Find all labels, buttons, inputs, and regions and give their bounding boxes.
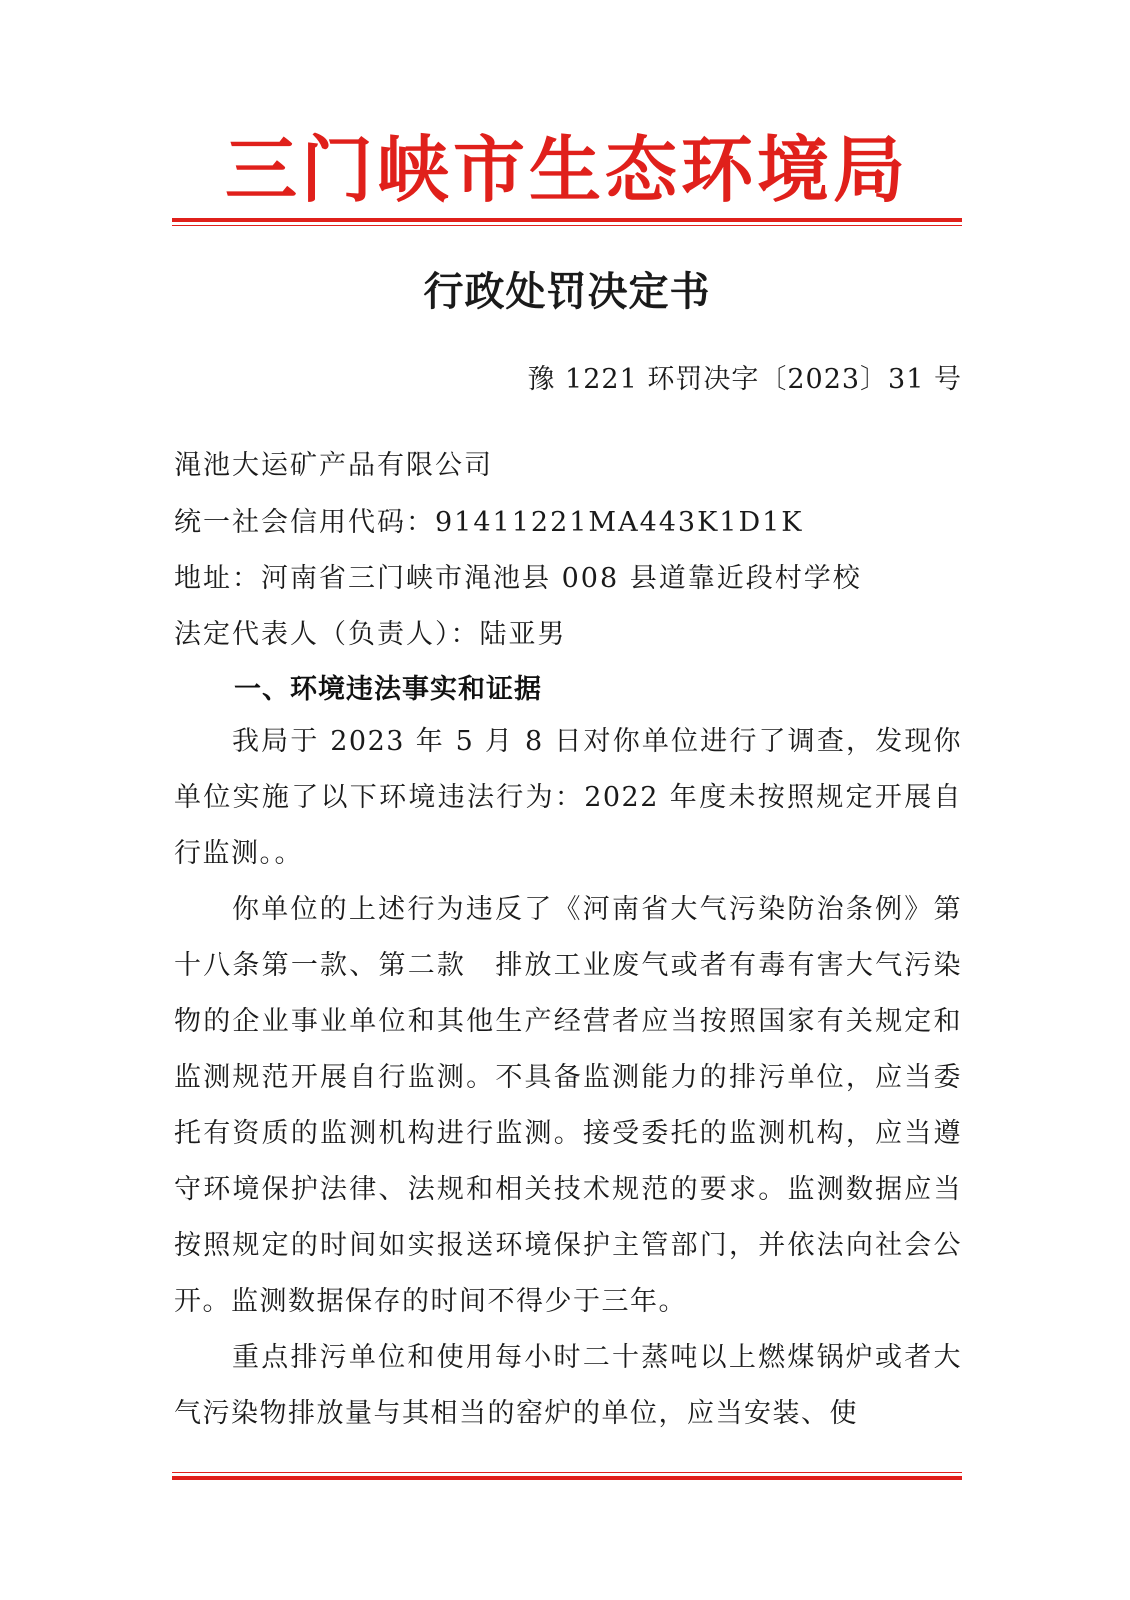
company-name: 渑池大运矿产品有限公司 (174, 450, 493, 481)
paragraph-violation: 你单位的上述行为违反了《河南省大气污染防治条例》第十八条第一款、第二款 排放工业废气或者有毒有害大气污染物的企业事业单位和其他生产经营者应当按照国家有关规定和监测规范开展自行监测。不具备监测能力的排污单位，应当委托有资质的监测机构进行监测。接受委托的监测机构，应当遵守环境保护法律、法规和相关技术规范的要求。监测数据应当按照规定的时间如实报送环境保护主管部门，并依法向社会公开。监测数据保存的时间不得少于三年。 (174, 894, 962, 1317)
document-number: 豫 1221 环罚决字〔2023〕31 号 (527, 364, 962, 395)
header-rule-thick (172, 218, 962, 222)
header-rule-thin (172, 225, 962, 226)
credit-code: 统一社会信用代码：91411221MA443K1D1K (174, 507, 804, 538)
agency-header: 三门峡市生态环境局 (224, 128, 909, 212)
paragraph-investigation: 我局于 2023 年 5 月 8 日对你单位进行了调查，发现你单位实施了以下环境违法行为：2022 年度未按照规定开展自行监测。。 (174, 726, 962, 869)
address: 地址：河南省三门峡市渑池县 008 县道靠近段村学校 (174, 563, 862, 594)
footer-rule-thick (172, 1476, 962, 1480)
footer-rule-thin (172, 1472, 962, 1473)
document-title: 行政处罚决定书 (423, 268, 711, 315)
legal-representative: 法定代表人（负责人）：陆亚男 (174, 619, 567, 650)
section-heading: 一、环境违法事实和证据 (234, 674, 542, 705)
paragraph-key-units: 重点排污单位和使用每小时二十蒸吨以上燃煤锅炉或者大气污染物排放量与其相当的窑炉的单位，应当安装、使 (174, 1342, 962, 1429)
